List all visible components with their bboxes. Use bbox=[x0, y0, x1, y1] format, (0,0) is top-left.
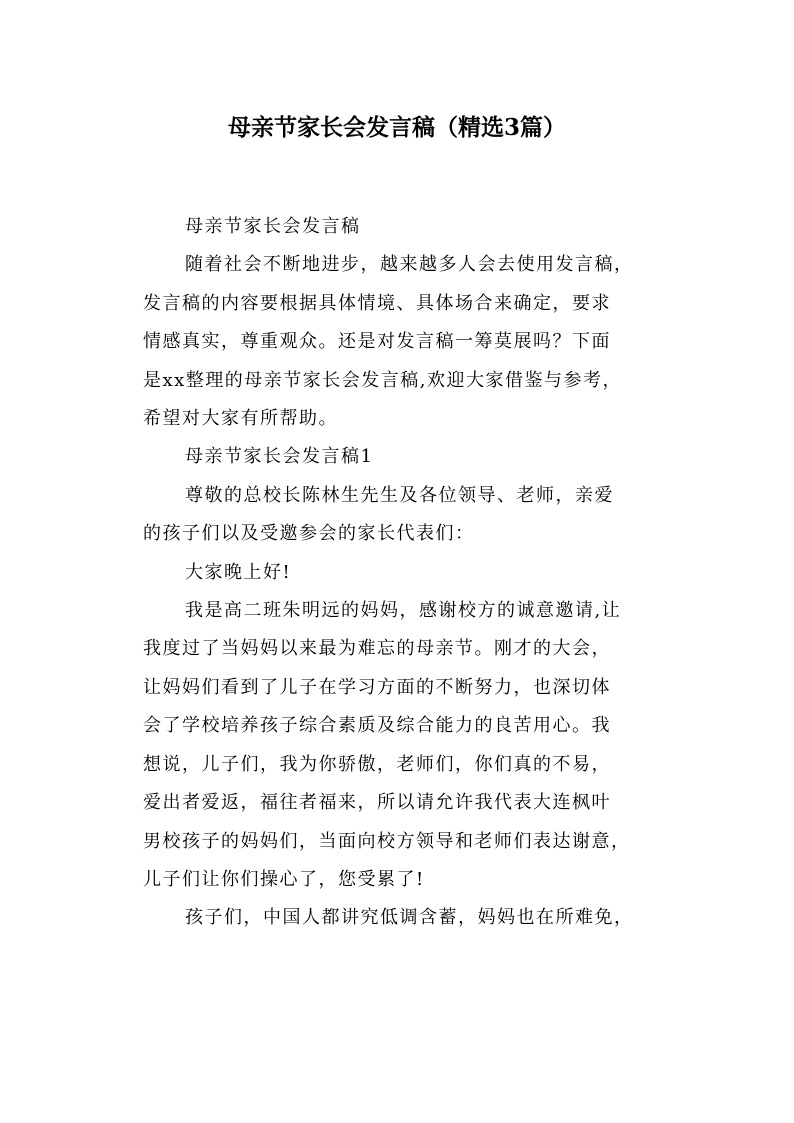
paragraph-line: 是xx整理的母亲节家长会发言稿,欢迎大家借鉴与参考， bbox=[143, 369, 623, 391]
paragraph-line: 尊敬的总校长陈林生先生及各位领导、老师，亲爱 bbox=[185, 484, 614, 506]
paragraph-line: 的孩子们以及受邀参会的家长代表们： bbox=[143, 523, 475, 545]
document-body bbox=[143, 208, 673, 938]
greeting-line: 大家晚上好! bbox=[185, 561, 292, 583]
paragraph-line: 发言稿的内容要根据具体情境、具体场合来确定，要求 bbox=[143, 292, 611, 314]
paragraph-line: 儿子们让你们操心了，您受累了! bbox=[143, 868, 425, 890]
paragraph-line: 我是高二班朱明远的妈妈，感谢校方的诚意邀请,让 bbox=[185, 600, 622, 622]
paragraph-line: 希望对大家有所帮助。 bbox=[143, 408, 338, 430]
paragraph-line: 情感真实，尊重观众。还是对发言稿一筹莫展吗？下面 bbox=[143, 331, 611, 353]
paragraph-line: 想说，儿子们，我为你骄傲，老师们，你们真的不易， bbox=[143, 753, 611, 775]
paragraph-line: 会了学校培养孩子综合素质及综合能力的良苦用心。我 bbox=[143, 715, 611, 737]
paragraph-line: 爱出者爱返，福往者福来，所以请允许我代表大连枫叶 bbox=[143, 792, 611, 814]
paragraph-line: 男校孩子的妈妈们，当面向校方领导和老师们表达谢意， bbox=[143, 830, 631, 852]
paragraph-line: 随着社会不断地进步，越来越多人会去使用发言稿， bbox=[185, 254, 634, 276]
document-title: 母亲节家长会发言稿（精选3篇） bbox=[227, 114, 566, 141]
paragraph-line: 孩子们，中国人都讲究低调含蓄，妈妈也在所难免， bbox=[185, 907, 634, 929]
paragraph-line: 让妈妈们看到了儿子在学习方面的不断努力，也深切体 bbox=[143, 676, 611, 698]
section-heading: 母亲节家长会发言稿 bbox=[185, 216, 361, 237]
paragraph-line: 我度过了当妈妈以来最为难忘的母亲节。刚才的大会， bbox=[143, 638, 611, 660]
section-heading: 母亲节家长会发言稿1 bbox=[185, 446, 374, 468]
